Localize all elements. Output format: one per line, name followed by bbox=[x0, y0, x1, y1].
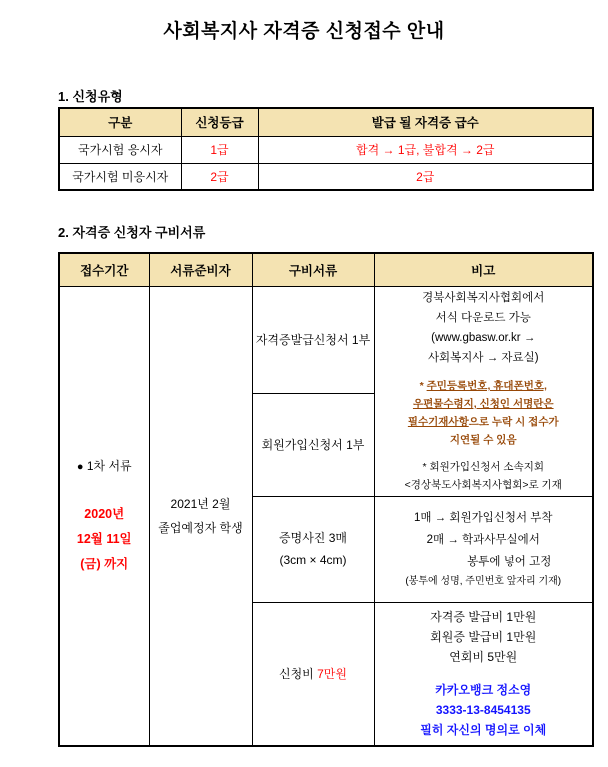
bank-name: 카카오뱅크 정소영 bbox=[435, 683, 532, 698]
membership-branch-note: * 회원가입신청서 소속지회 <경상북도사회복지사협회>로 기재 bbox=[404, 461, 562, 491]
deadline-date: 12월 11일 bbox=[76, 532, 132, 547]
table1-row2-grade: 2급 bbox=[181, 163, 258, 190]
transfer-instruction: 필히 자신의 명의로 이체 bbox=[420, 723, 547, 738]
table1-row2-category: 국가시험 미응시자 bbox=[59, 163, 181, 190]
table1-row1-issued: 합격 → 1급, 불합격 → 2급 bbox=[258, 136, 593, 163]
remarks-cell-fee: 자격증 발급비 1만원 회원증 발급비 1만원 연회비 5만원 카카오뱅크 정소영 3333-13-8454135 필히 자신의 명의로 이체 bbox=[374, 602, 593, 746]
remarks-cell-photo: 1매 → 회원가입신청서 부착 2매 → 학과사무실에서 봉투에 넣어 고정 (봉투에 성명, 주민번호 앞자리 기재) bbox=[374, 496, 593, 602]
document-cell-photo: 증명사진 3매 (3cm × 4cm) bbox=[252, 496, 374, 602]
document-cell-membership-form: 회원가입신청서 1부 bbox=[252, 393, 374, 496]
table1-header-row bbox=[59, 108, 593, 136]
section2-heading: 2. 자격증 신청자 구비서류 bbox=[58, 225, 206, 240]
bank-account-number: 3333-13-8454135 bbox=[435, 703, 531, 718]
table1-header-grade: 신청등급 bbox=[181, 108, 258, 136]
table2-header-documents: 구비서류 bbox=[252, 253, 374, 286]
document-cell-certificate-form: 자격증발급신청서 1부 bbox=[252, 286, 374, 393]
preparer-cell: 2021년 2월 졸업예정자 학생 bbox=[149, 286, 252, 746]
required-documents-table bbox=[58, 252, 594, 747]
table-row bbox=[59, 286, 593, 393]
deadline-year: 2020년 bbox=[84, 507, 125, 522]
table2-header-remarks: 비고 bbox=[374, 253, 593, 286]
table-row bbox=[59, 163, 593, 190]
deadline-day: (금) 까지 bbox=[80, 557, 129, 572]
required-fields-note: * 주민등록번호, 휴대폰번호, 우편물수령지, 신청인 서명란은 필수기재사항으로 누락 시 접수가 지연될 수 있음 bbox=[407, 380, 559, 446]
period-round-label: ● 1차 서류 bbox=[76, 459, 132, 474]
bullet-icon: ● bbox=[76, 461, 84, 474]
document-cell-fee: 신청비 7만원 bbox=[252, 602, 374, 746]
section1-heading: 1. 신청유형 bbox=[58, 89, 123, 104]
table2-header-period: 접수기간 bbox=[59, 253, 149, 286]
table1-header-category: 구분 bbox=[59, 108, 181, 136]
reception-period-cell bbox=[59, 286, 149, 746]
application-type-table bbox=[58, 107, 594, 191]
table1-row1-grade: 1급 bbox=[181, 136, 258, 163]
fee-amount: 7만원 bbox=[317, 667, 347, 682]
table1-row1-category: 국가시험 응시자 bbox=[59, 136, 181, 163]
page-title: 사회복지사 자격증 신청접수 안내 bbox=[163, 21, 445, 42]
table2-header-row bbox=[59, 253, 593, 286]
table1-row2-issued: 2급 bbox=[258, 163, 593, 190]
download-info: 경북사회복지사협회에서 서식 다운로드 가능 (www.gbasw.or.kr → 사회복지사 → 자료실) bbox=[422, 292, 545, 364]
table2-header-preparer: 서류준비자 bbox=[149, 253, 252, 286]
table-row bbox=[59, 136, 593, 163]
table1-header-issued: 발급 될 자격증 급수 bbox=[258, 108, 593, 136]
remarks-cell-download bbox=[374, 286, 593, 496]
